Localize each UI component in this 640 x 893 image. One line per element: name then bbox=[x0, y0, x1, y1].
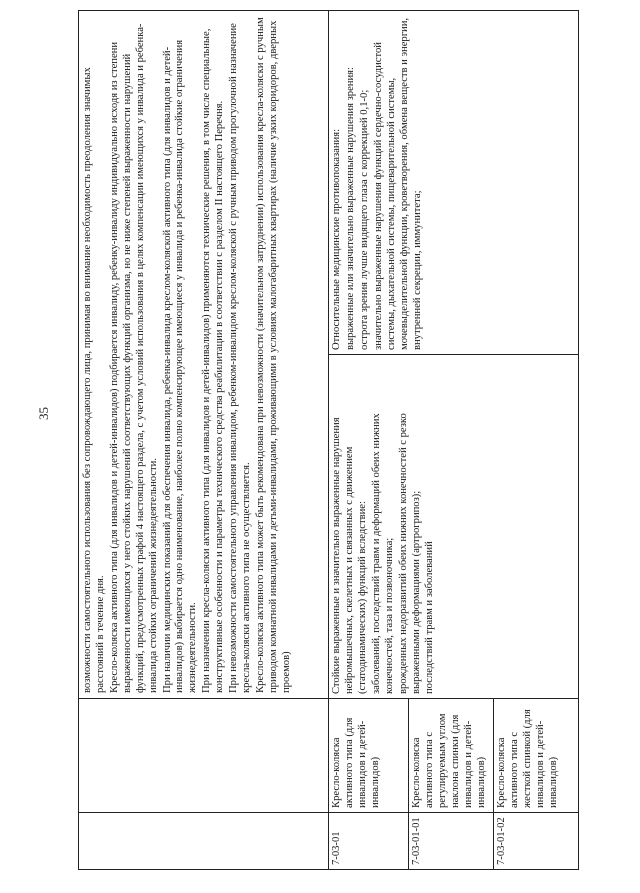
intro-paragraph: возможности самостоятельного использования без сопровождающего лица, принимая во внимание необходимость преодоления значимых расстояний в течение дня. bbox=[82, 67, 106, 693]
intro-paragraph: При назначении кресла-коляски активного типа (для инвалидов и детей-инвалидов) применяются технические решения, в том числе специальные, конструктивные особенности и параметры технического средства реабилитации в соответствии с разделом II настоящего Перечня. bbox=[201, 28, 226, 693]
contraindication-text: острота зрения лучше видящего глаза с коррекцией 0,1-0; bbox=[358, 89, 370, 350]
row-code: 7-03-01-01 bbox=[409, 813, 494, 870]
contraindication-text: выраженные или значительно выраженные нарушения зрения: bbox=[344, 67, 356, 350]
indication-text: заболеваний, последствий травм и деформаций обеих нижних конечностей, таза и позвоночника; bbox=[370, 413, 395, 694]
intro-paragraph: Кресло-коляска активного типа может быть рекомендована при невозможности (значительном затруднении) использования кресла-коляски с ручным приводом комнатной инвалидами и детьми-инвалидами, проживающими в условиях малогабаритных квартирах (наличие узких коридоров, дверных проемов) bbox=[254, 17, 292, 693]
indications-cell bbox=[329, 355, 579, 699]
row-name: Кресло-коляска активного типа с регулируемым углом наклона спинки (для инвалидов и детей-инвалидов) bbox=[409, 699, 494, 813]
contraindications-cell bbox=[329, 11, 579, 355]
row-code: 7-03-01 bbox=[329, 813, 409, 870]
medical-indications-table bbox=[78, 10, 579, 870]
table-row-intro bbox=[79, 11, 329, 870]
table-row bbox=[329, 11, 409, 870]
row-code: 7-03-01-02 bbox=[494, 813, 579, 870]
indication-text: Стойкие выраженные и значительно выраженные нарушения нейромышечных, скелетных и связанных с движением (статодинамических) функций вследствие: bbox=[331, 417, 368, 694]
empty-cell bbox=[79, 699, 329, 813]
empty-cell bbox=[79, 813, 329, 870]
intro-paragraph: Кресло-коляска активного типа (для инвалидов и детей-инвалидов) подбирается инвалиду, ребенку-инвалиду индивидуально исходя из степени выраженности имеющихся у него стойких нарушений соответствующих функций организма, но не ниже степеней выраженности нарушений функций, предусмотренных графой 4 настоящего раздела, с учетом условий использования в целях компенсации имеющихся у инвалида и ребенка-инвалида стойких ограничений жизнедеятельности. bbox=[108, 23, 159, 693]
rotated-table-stage bbox=[78, 10, 578, 870]
row-name: Кресло-коляска активного типа (для инвалидов и детей-инвалидов) bbox=[329, 699, 409, 813]
intro-paragraph: При наличии медицинских показаний для обеспечения инвалида, ребенка-инвалида креслом-коляской активного типа (для инвалидов и детей-инвалидов) выбирается одно наименование, наиболее полно компенсирующее имеющиеся у инвалида и ребенка-инвалида стойкие ограничения жизнедеятельности. bbox=[161, 39, 199, 693]
indication-text: последствий травм и заболеваний bbox=[424, 541, 436, 694]
contraindication-text: значительно выраженные нарушения функций сердечно-сосудистой системы, дыхательной системы, пищеварительной системы, мочевыделительной функции, кроветворения, обмена веществ и энергии, внутренней секреции, иммунитета; bbox=[372, 17, 423, 350]
intro-text-cell bbox=[79, 11, 329, 699]
indication-text: врожденных недоразвитий обеих нижних конечностей с резко выраженными деформациями (артрогрипоз); bbox=[397, 413, 422, 694]
page-number: 35 bbox=[36, 407, 51, 420]
row-name: Кресло-коляска активного типа с жесткой спинкой (для инвалидов и детей-инвалидов) bbox=[494, 699, 579, 813]
intro-paragraph: При невозможности самостоятельного управления инвалидом, ребенком-инвалидом креслом-коляской с ручным приводом прогулочной назначение кресла-коляски активного типа не осуществляется. bbox=[228, 23, 253, 693]
contraindication-text: Относительные медицинские противопоказания: bbox=[331, 128, 342, 350]
